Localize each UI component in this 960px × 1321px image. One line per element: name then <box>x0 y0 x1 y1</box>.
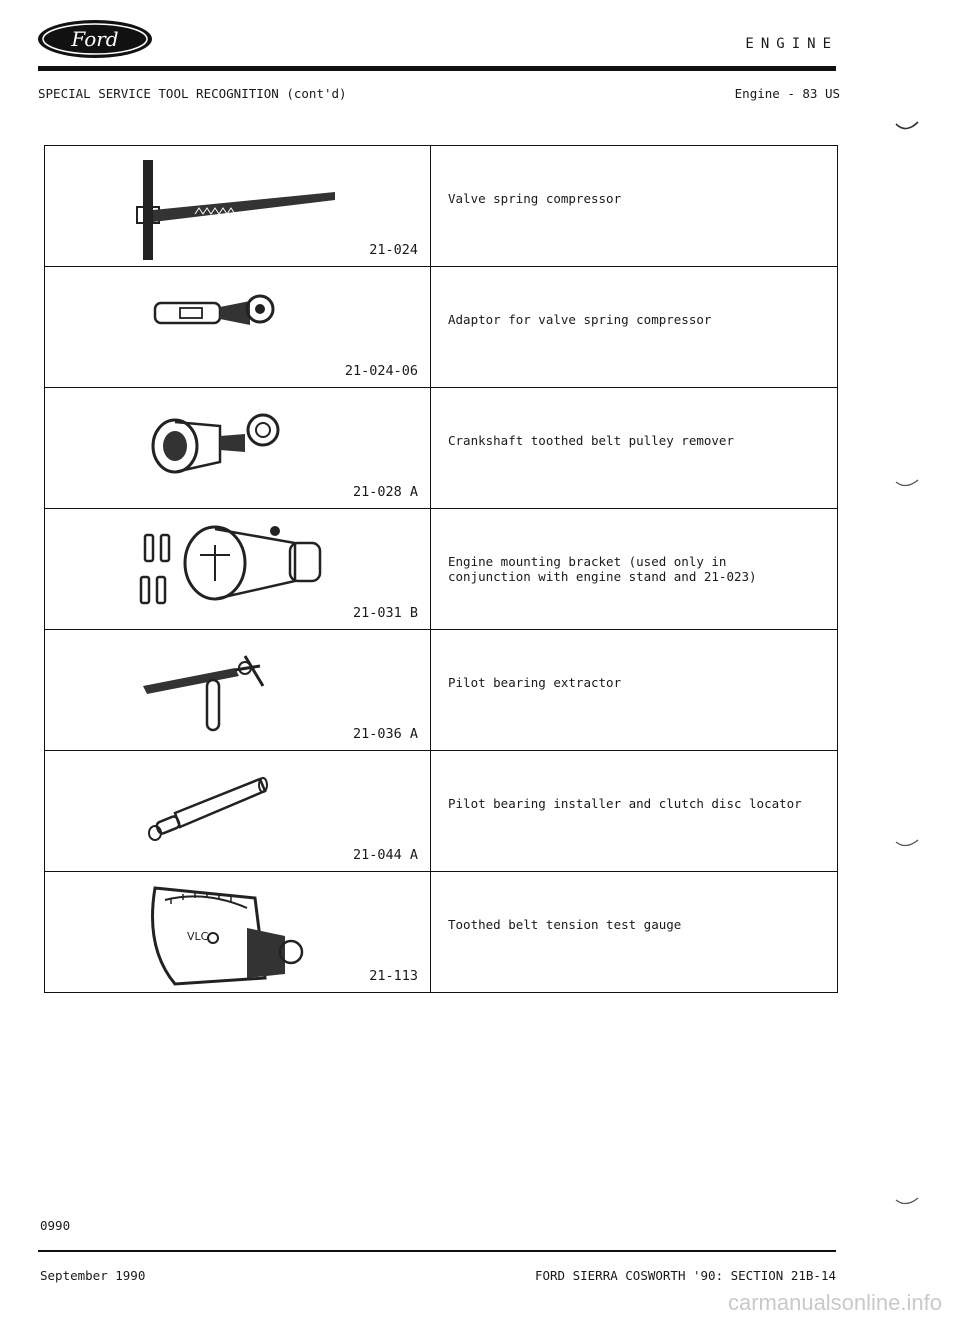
ford-logo-text: Ford <box>71 27 119 51</box>
bearing-extractor-icon <box>135 636 355 746</box>
part-number: 21-044 A <box>352 847 418 863</box>
part-number: 21-036 A <box>352 726 418 742</box>
pulley-remover-icon <box>135 394 355 504</box>
tool-image-cell <box>45 267 431 388</box>
page-subtitle: SPECIAL SERVICE TOOL RECOGNITION (cont'd) <box>38 86 347 101</box>
valve-spring-compressor-icon <box>135 152 355 262</box>
footer-date: September 1990 <box>40 1268 146 1283</box>
page-code: 0990 <box>40 1218 71 1233</box>
part-number: 21-113 <box>369 968 418 984</box>
mounting-bracket-icon <box>135 515 365 625</box>
tool-description: Crankshaft toothed belt pulley remover <box>448 433 734 448</box>
table-row <box>45 267 838 388</box>
margin-mark <box>894 478 920 492</box>
bearing-installer-icon <box>135 757 355 867</box>
tool-description: Toothed belt tension test gauge <box>448 917 682 932</box>
header-rule <box>38 66 836 71</box>
table-row <box>45 751 838 872</box>
part-number: 21-028 A <box>352 484 418 500</box>
margin-mark <box>894 120 920 134</box>
margin-mark <box>894 1196 920 1210</box>
footer-rule <box>38 1250 836 1252</box>
tool-description: Adaptor for valve spring compressor <box>448 312 712 327</box>
tension-gauge-icon <box>135 878 355 990</box>
table-row <box>45 388 838 509</box>
table-row <box>45 630 838 751</box>
table-row <box>45 146 838 267</box>
tool-image-cell <box>45 630 431 751</box>
tool-description-cell <box>431 751 838 872</box>
tool-description-cell <box>431 872 838 993</box>
table-row <box>45 509 838 630</box>
section-title: ENGINE <box>745 36 838 52</box>
table-row <box>45 872 838 993</box>
tool-image-cell <box>45 509 431 630</box>
tool-description-cell <box>431 267 838 388</box>
tool-table <box>44 145 838 993</box>
tool-description-cell <box>431 388 838 509</box>
part-number: 21-024-06 <box>344 363 418 379</box>
adaptor-icon <box>135 273 355 383</box>
margin-mark <box>894 838 920 852</box>
page-reference: Engine - 83 US <box>734 86 840 101</box>
tool-image-cell <box>45 146 431 267</box>
footer-publication: FORD SIERRA COSWORTH '90: SECTION 21B-14 <box>534 1268 836 1283</box>
ford-logo <box>36 18 154 60</box>
gauge-label: VLC <box>187 930 209 943</box>
tool-description: Engine mounting bracket (used only in conjunction with engine stand and 21-023) <box>448 554 757 584</box>
part-number: 21-024 <box>369 242 418 258</box>
tool-description: Valve spring compressor <box>448 191 622 206</box>
tool-description-cell <box>431 630 838 751</box>
tool-description: Pilot bearing installer and clutch disc locator <box>448 796 802 811</box>
tool-image-cell <box>45 872 431 993</box>
part-number: 21-031 B <box>352 605 418 621</box>
tool-image-cell <box>45 751 431 872</box>
tool-description-cell <box>431 509 838 630</box>
tool-image-cell <box>45 388 431 509</box>
watermark: carmanualsonline.info <box>727 1290 942 1315</box>
tool-description-cell <box>431 146 838 267</box>
tool-description: Pilot bearing extractor <box>448 675 622 690</box>
